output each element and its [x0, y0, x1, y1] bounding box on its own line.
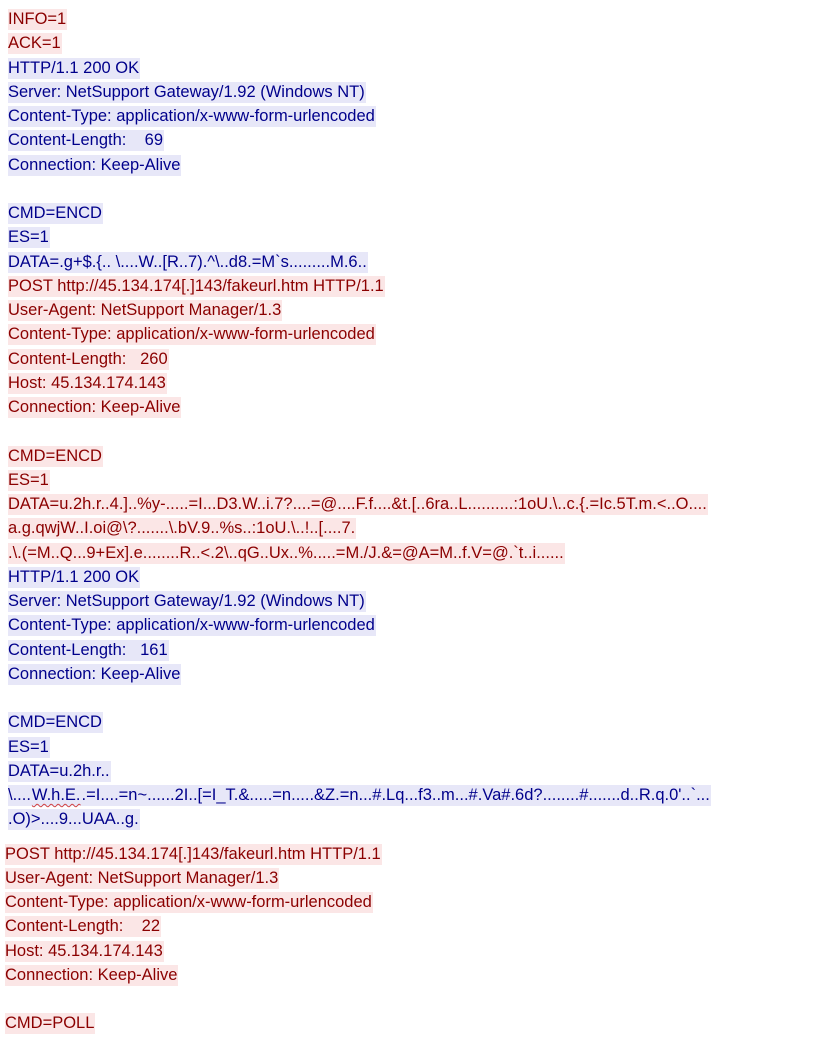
stream-line-data: DATA=u.2h.r..4.]..%y-.....=I...D3.W..i.7?....=@....F.f....&t.[..6ra..L..........:1oU.\..c.{.=Ic.5T.m.<..O.... — [8, 495, 707, 513]
stream-line-data-cont: .O)>....9...UAA..g. — [8, 810, 139, 828]
stream-line-es: ES=1 — [8, 228, 49, 246]
stream-line-content-length: Content-Length: 161 — [8, 641, 168, 659]
stream-line-es: ES=1 — [8, 471, 49, 489]
stream-line-connection: Connection: Keep-Alive — [5, 966, 178, 984]
stream-line-content-type: Content-Type: application/x-www-form-urlencoded — [8, 325, 375, 343]
spellcheck-underline: W.h.E. — [31, 786, 81, 804]
stream-line-cmd: CMD=POLL — [5, 1014, 95, 1032]
stream-line-data-cont: .\.(=M..Q...9+Ex].e........R..<.2\..qG..Ux..%.....=M./J.&=@A=M..f.V=@.`t..i...... — [8, 544, 564, 562]
stream-line-server-header: Server: NetSupport Gateway/1.92 (Windows NT) — [8, 83, 365, 101]
stream-line-content-type: Content-Type: application/x-www-form-urlencoded — [8, 616, 375, 634]
stream-line-content-length: Content-Length: 260 — [8, 350, 168, 368]
stream-line-connection: Connection: Keep-Alive — [8, 398, 181, 416]
stream-line-data: DATA=.g+$.{.. \....W..[R..7).^\..d8.=M`s.........M.6.. — [8, 253, 367, 271]
stream-line-status: HTTP/1.1 200 OK — [8, 568, 140, 586]
stream-line-cmd: CMD=ENCD — [8, 713, 102, 731]
stream-line-data-cont: \....W.h.E..=I....=n~......2I..[=I_T.&.....=n.....&Z.=n...#.Lq...f3..m...#.Va#.6d?........#.......d..R.q.0'..`... — [8, 786, 710, 804]
stream-line-ack: ACK=1 — [8, 34, 61, 52]
stream-line-cmd: CMD=ENCD — [8, 447, 102, 465]
stream-line-connection: Connection: Keep-Alive — [8, 665, 181, 683]
stream-line-host: Host: 45.134.174.143 — [8, 374, 166, 392]
stream-line-info: INFO=1 — [8, 10, 67, 28]
stream-line-content-type: Content-Type: application/x-www-form-urlencoded — [8, 107, 375, 125]
stream-line-data-cont: a.g.qwjW..I.oi@\?.......\.bV.9..%s..:1oU.\..!..[....7. — [8, 519, 356, 537]
stream-line-request: POST http://45.134.174[.]143/fakeurl.htm HTTP/1.1 — [5, 845, 381, 863]
stream-line-connection: Connection: Keep-Alive — [8, 156, 181, 174]
stream-line-cmd: CMD=ENCD — [8, 204, 102, 222]
stream-line-content-length: Content-Length: 22 — [5, 917, 161, 935]
stream-line-status: HTTP/1.1 200 OK — [8, 59, 140, 77]
stream-line-data: DATA=u.2h.r.. — [8, 762, 110, 780]
stream-line-es: ES=1 — [8, 738, 49, 756]
stream-line-server-header: Server: NetSupport Gateway/1.92 (Windows NT) — [8, 592, 365, 610]
stream-line-request: POST http://45.134.174[.]143/fakeurl.htm HTTP/1.1 — [8, 277, 384, 295]
stream-line-content-length: Content-Length: 69 — [8, 131, 164, 149]
stream-line-user-agent: User-Agent: NetSupport Manager/1.3 — [5, 869, 279, 887]
stream-line-user-agent: User-Agent: NetSupport Manager/1.3 — [8, 301, 282, 319]
stream-line-host: Host: 45.134.174.143 — [5, 942, 163, 960]
stream-line-content-type: Content-Type: application/x-www-form-urlencoded — [5, 893, 372, 911]
